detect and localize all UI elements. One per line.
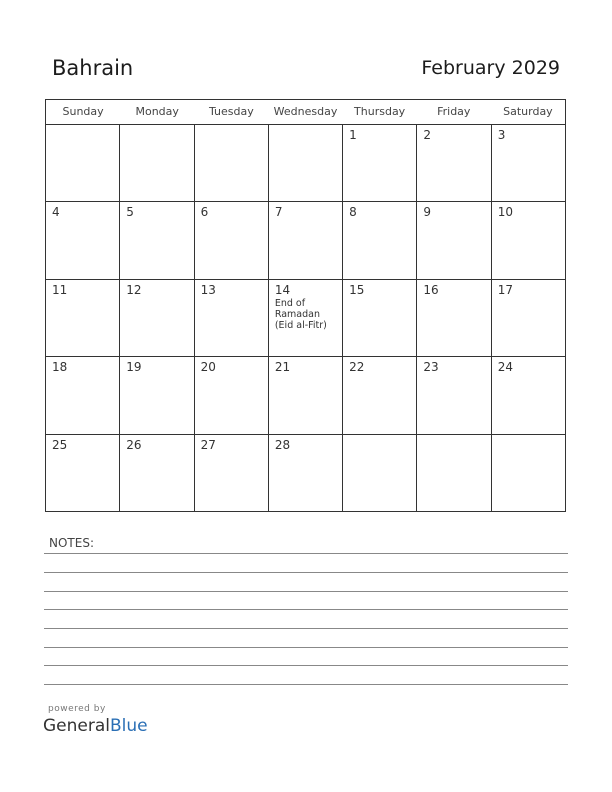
- day-number: 18: [52, 360, 68, 375]
- day-cell: [120, 125, 194, 201]
- day-cell: [417, 435, 491, 512]
- day-cell: [195, 357, 269, 433]
- day-cell: [269, 357, 343, 433]
- day-number: 6: [200, 205, 209, 220]
- day-cell: [343, 357, 417, 433]
- day-number: 19: [126, 360, 142, 375]
- day-number: 3: [497, 128, 506, 142]
- calendar-country-title: Bahrain: [52, 56, 134, 80]
- day-cell: [343, 202, 417, 278]
- day-number: 16: [423, 282, 439, 297]
- day-cell: [492, 202, 565, 278]
- day-cell: [492, 435, 565, 512]
- weekday-label: Tuesday: [208, 105, 254, 118]
- day-cell: [417, 357, 491, 433]
- day-number: 22: [349, 360, 365, 375]
- day-number: 9: [423, 205, 432, 220]
- weekday-label: Friday: [437, 105, 471, 118]
- day-number: 11: [52, 282, 68, 297]
- day-cell: [46, 357, 120, 433]
- day-cell: [417, 125, 491, 201]
- notes-line: [44, 628, 568, 629]
- day-number: 4: [52, 205, 60, 220]
- day-number: 23: [423, 360, 439, 375]
- day-number: 13: [200, 282, 216, 297]
- day-cell: [195, 202, 269, 278]
- day-cell: [46, 125, 120, 201]
- day-cell: [343, 125, 417, 201]
- day-cell: [120, 357, 194, 433]
- day-cell: [492, 357, 565, 433]
- week-row: [46, 280, 565, 357]
- weekday-header: [46, 100, 565, 125]
- day-cell: [417, 202, 491, 278]
- day-number: 12: [126, 282, 142, 297]
- day-number: 26: [126, 437, 142, 452]
- day-cell: [269, 280, 343, 356]
- day-number: 27: [200, 437, 216, 452]
- week-row: [46, 202, 565, 279]
- day-cell: [46, 280, 120, 356]
- notes-line: [44, 609, 568, 610]
- day-number: 15: [349, 282, 365, 297]
- day-cell: [46, 435, 120, 512]
- day-number: 20: [200, 360, 216, 375]
- notes-line: [44, 553, 568, 554]
- day-cell: [343, 435, 417, 512]
- weekday-label: Sunday: [62, 105, 104, 118]
- brand-general: General: [43, 716, 110, 736]
- brand-blue: Blue: [110, 716, 148, 736]
- day-cell: [195, 280, 269, 356]
- weekday-label: Wednesday: [273, 105, 338, 118]
- day-number: 5: [126, 205, 134, 220]
- weekday-label: Monday: [135, 105, 179, 118]
- week-row: [46, 357, 565, 434]
- day-number: 14: [274, 282, 291, 297]
- day-number: 17: [497, 282, 513, 297]
- calendar-grid: [45, 99, 566, 512]
- week-row: [46, 435, 565, 512]
- day-cell: [120, 280, 194, 356]
- holiday-label: End of Ramadan (Eid al-Fitr): [274, 297, 327, 331]
- generalblue-logo: [43, 716, 148, 736]
- weekday-label: Saturday: [503, 105, 553, 118]
- day-number: 10: [497, 205, 513, 220]
- day-cell: [492, 280, 565, 356]
- day-number: 24: [497, 360, 513, 375]
- notes-line: [44, 665, 568, 666]
- day-cell: [269, 435, 343, 512]
- day-cell: [492, 125, 565, 201]
- notes-line: [44, 572, 568, 573]
- day-number: 7: [274, 205, 283, 220]
- powered-by-text: powered by: [48, 704, 106, 714]
- day-cell: [417, 280, 491, 356]
- notes-line: [44, 684, 568, 685]
- week-row: [46, 125, 565, 202]
- day-number: 2: [423, 128, 432, 142]
- day-cell: [195, 435, 269, 512]
- notes-line: [44, 591, 568, 592]
- day-number: 28: [274, 437, 291, 452]
- day-cell: [269, 125, 343, 201]
- notes-label: NOTES:: [49, 536, 94, 550]
- day-cell: [46, 202, 120, 278]
- day-number: 8: [349, 205, 357, 220]
- day-number: 1: [349, 128, 357, 142]
- day-cell: [343, 280, 417, 356]
- day-cell: [195, 125, 269, 201]
- weekday-label: Thursday: [354, 105, 406, 118]
- day-number: 25: [52, 437, 68, 452]
- day-cell: [120, 435, 194, 512]
- calendar-month-title: February 2029: [421, 57, 560, 79]
- day-cell: [120, 202, 194, 278]
- day-cell: [269, 202, 343, 278]
- day-number: 21: [274, 360, 291, 375]
- notes-line: [44, 647, 568, 648]
